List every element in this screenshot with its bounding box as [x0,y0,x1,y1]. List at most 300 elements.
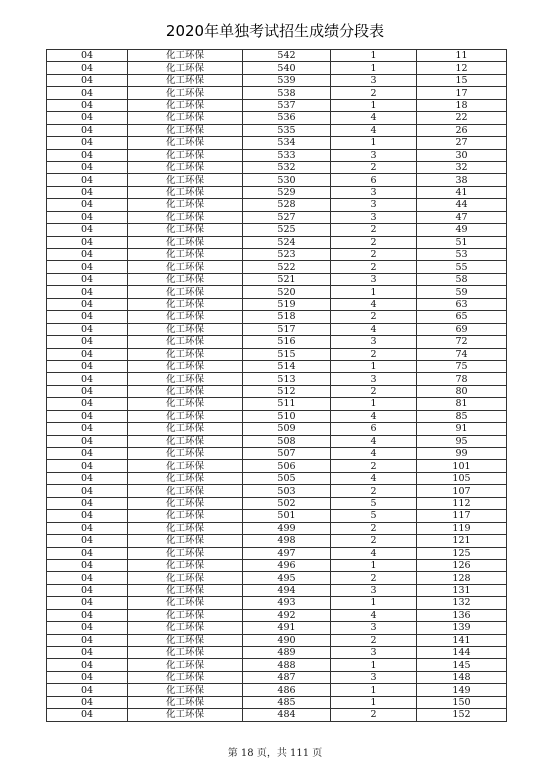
major-category-cell: 化工环保 [128,410,243,422]
major-code-cell: 04 [47,535,128,547]
major-code-cell: 04 [47,124,128,136]
score-cell: 493 [243,597,331,609]
score-cell: 539 [243,74,331,86]
cumulative-count-cell: 12 [417,62,507,74]
cumulative-count-cell: 30 [417,149,507,161]
score-cell: 538 [243,87,331,99]
score-cell: 515 [243,348,331,360]
count-cell: 2 [331,535,417,547]
major-code-cell: 04 [47,622,128,634]
count-cell: 6 [331,423,417,435]
table-row [47,659,507,671]
cumulative-count-cell: 69 [417,323,507,335]
cumulative-count-cell: 149 [417,684,507,696]
table-row [47,684,507,696]
major-code-cell: 04 [47,671,128,683]
major-category-cell: 化工环保 [128,261,243,273]
count-cell: 1 [331,360,417,372]
count-cell: 4 [331,124,417,136]
cumulative-count-cell: 65 [417,311,507,323]
table-row [47,50,507,62]
count-cell: 5 [331,497,417,509]
score-cell: 521 [243,273,331,285]
score-cell: 503 [243,485,331,497]
major-category-cell: 化工环保 [128,696,243,708]
table-row [47,559,507,571]
table-row [47,236,507,248]
major-code-cell: 04 [47,435,128,447]
score-cell: 527 [243,211,331,223]
table-row [47,671,507,683]
table-row [47,485,507,497]
major-code-cell: 04 [47,423,128,435]
major-code-cell: 04 [47,199,128,211]
major-code-cell: 04 [47,348,128,360]
table-row [47,112,507,124]
major-code-cell: 04 [47,62,128,74]
major-code-cell: 04 [47,510,128,522]
cumulative-count-cell: 49 [417,224,507,236]
table-row [47,497,507,509]
count-cell: 1 [331,559,417,571]
major-category-cell: 化工环保 [128,124,243,136]
count-cell: 3 [331,211,417,223]
cumulative-count-cell: 145 [417,659,507,671]
score-cell: 512 [243,385,331,397]
count-cell: 2 [331,348,417,360]
table-row [47,360,507,372]
table-row [47,348,507,360]
score-cell: 518 [243,311,331,323]
count-cell: 4 [331,112,417,124]
major-code-cell: 04 [47,249,128,261]
table-row [47,311,507,323]
major-category-cell: 化工环保 [128,50,243,62]
table-row [47,149,507,161]
table-row [47,199,507,211]
major-category-cell: 化工环保 [128,211,243,223]
score-cell: 508 [243,435,331,447]
major-code-cell: 04 [47,360,128,372]
table-row [47,186,507,198]
score-cell: 495 [243,572,331,584]
major-code-cell: 04 [47,87,128,99]
count-cell: 4 [331,547,417,559]
table-row [47,398,507,410]
major-code-cell: 04 [47,634,128,646]
major-code-cell: 04 [47,485,128,497]
cumulative-count-cell: 119 [417,522,507,534]
score-cell: 514 [243,360,331,372]
count-cell: 2 [331,249,417,261]
cumulative-count-cell: 152 [417,709,507,721]
cumulative-count-cell: 72 [417,336,507,348]
cumulative-count-cell: 150 [417,696,507,708]
major-category-cell: 化工环保 [128,535,243,547]
major-category-cell: 化工环保 [128,398,243,410]
table-row [47,472,507,484]
cumulative-count-cell: 141 [417,634,507,646]
cumulative-count-cell: 17 [417,87,507,99]
major-category-cell: 化工环保 [128,634,243,646]
score-cell: 487 [243,671,331,683]
count-cell: 4 [331,410,417,422]
count-cell: 2 [331,634,417,646]
major-category-cell: 化工环保 [128,609,243,621]
major-code-cell: 04 [47,74,128,86]
cumulative-count-cell: 148 [417,671,507,683]
major-category-cell: 化工环保 [128,435,243,447]
count-cell: 1 [331,50,417,62]
count-cell: 4 [331,448,417,460]
cumulative-count-cell: 126 [417,559,507,571]
score-cell: 486 [243,684,331,696]
score-cell: 542 [243,50,331,62]
major-code-cell: 04 [47,236,128,248]
major-code-cell: 04 [47,174,128,186]
score-cell: 532 [243,161,331,173]
count-cell: 3 [331,647,417,659]
count-cell: 1 [331,286,417,298]
count-cell: 2 [331,87,417,99]
table-row [47,634,507,646]
count-cell: 4 [331,609,417,621]
cumulative-count-cell: 121 [417,535,507,547]
count-cell: 4 [331,323,417,335]
major-category-cell: 化工环保 [128,298,243,310]
table-row [47,709,507,721]
table-row [47,385,507,397]
table-row [47,99,507,111]
table-row [47,535,507,547]
count-cell: 6 [331,174,417,186]
cumulative-count-cell: 44 [417,199,507,211]
score-cell: 507 [243,448,331,460]
cumulative-count-cell: 26 [417,124,507,136]
cumulative-count-cell: 41 [417,186,507,198]
count-cell: 2 [331,161,417,173]
major-code-cell: 04 [47,448,128,460]
table-row [47,87,507,99]
table-row [47,261,507,273]
cumulative-count-cell: 74 [417,348,507,360]
cumulative-count-cell: 55 [417,261,507,273]
major-category-cell: 化工环保 [128,137,243,149]
major-category-cell: 化工环保 [128,74,243,86]
major-code-cell: 04 [47,410,128,422]
count-cell: 3 [331,671,417,683]
major-category-cell: 化工环保 [128,323,243,335]
major-code-cell: 04 [47,273,128,285]
major-category-cell: 化工环保 [128,311,243,323]
major-category-cell: 化工环保 [128,522,243,534]
cumulative-count-cell: 101 [417,460,507,472]
cumulative-count-cell: 95 [417,435,507,447]
score-cell: 513 [243,373,331,385]
major-category-cell: 化工环保 [128,572,243,584]
table-row [47,410,507,422]
cumulative-count-cell: 125 [417,547,507,559]
score-cell: 492 [243,609,331,621]
count-cell: 3 [331,149,417,161]
major-category-cell: 化工环保 [128,199,243,211]
count-cell: 2 [331,485,417,497]
count-cell: 2 [331,572,417,584]
table-row [47,510,507,522]
score-cell: 536 [243,112,331,124]
count-cell: 1 [331,659,417,671]
major-category-cell: 化工环保 [128,510,243,522]
major-category-cell: 化工环保 [128,684,243,696]
major-category-cell: 化工环保 [128,62,243,74]
major-code-cell: 04 [47,584,128,596]
major-category-cell: 化工环保 [128,336,243,348]
major-category-cell: 化工环保 [128,497,243,509]
score-cell: 528 [243,199,331,211]
cumulative-count-cell: 99 [417,448,507,460]
major-category-cell: 化工环保 [128,236,243,248]
score-cell: 534 [243,137,331,149]
score-cell: 537 [243,99,331,111]
count-cell: 3 [331,584,417,596]
table-row [47,74,507,86]
table-row [47,448,507,460]
major-category-cell: 化工环保 [128,559,243,571]
major-category-cell: 化工环保 [128,647,243,659]
score-cell: 496 [243,559,331,571]
table-row [47,460,507,472]
count-cell: 3 [331,273,417,285]
major-category-cell: 化工环保 [128,709,243,721]
cumulative-count-cell: 117 [417,510,507,522]
score-cell: 540 [243,62,331,74]
table-row [47,547,507,559]
page-footer: 第 18 页，共 111 页 [227,748,323,759]
score-cell: 494 [243,584,331,596]
major-category-cell: 化工环保 [128,273,243,285]
table-row [47,336,507,348]
cumulative-count-cell: 18 [417,99,507,111]
cumulative-count-cell: 139 [417,622,507,634]
major-category-cell: 化工环保 [128,448,243,460]
count-cell: 1 [331,62,417,74]
count-cell: 1 [331,696,417,708]
cumulative-count-cell: 38 [417,174,507,186]
major-code-cell: 04 [47,261,128,273]
table-row [47,423,507,435]
score-cell: 519 [243,298,331,310]
major-code-cell: 04 [47,323,128,335]
score-cell: 511 [243,398,331,410]
score-cell: 485 [243,696,331,708]
cumulative-count-cell: 15 [417,74,507,86]
score-cell: 497 [243,547,331,559]
score-table-body [47,50,507,722]
major-code-cell: 04 [47,597,128,609]
major-code-cell: 04 [47,522,128,534]
score-cell: 522 [243,261,331,273]
score-cell: 524 [243,236,331,248]
table-row [47,435,507,447]
score-cell: 506 [243,460,331,472]
major-category-cell: 化工环保 [128,161,243,173]
cumulative-count-cell: 112 [417,497,507,509]
cumulative-count-cell: 27 [417,137,507,149]
cumulative-count-cell: 105 [417,472,507,484]
major-category-cell: 化工环保 [128,460,243,472]
major-code-cell: 04 [47,609,128,621]
table-row [47,161,507,173]
major-code-cell: 04 [47,161,128,173]
score-cell: 523 [243,249,331,261]
major-code-cell: 04 [47,186,128,198]
cumulative-count-cell: 80 [417,385,507,397]
count-cell: 4 [331,472,417,484]
count-cell: 3 [331,186,417,198]
score-cell: 520 [243,286,331,298]
cumulative-count-cell: 136 [417,609,507,621]
major-code-cell: 04 [47,572,128,584]
major-code-cell: 04 [47,112,128,124]
cumulative-count-cell: 32 [417,161,507,173]
cumulative-count-cell: 81 [417,398,507,410]
score-cell: 525 [243,224,331,236]
major-category-cell: 化工环保 [128,373,243,385]
count-cell: 1 [331,684,417,696]
score-cell: 498 [243,535,331,547]
count-cell: 2 [331,236,417,248]
score-cell: 509 [243,423,331,435]
score-cell: 505 [243,472,331,484]
major-code-cell: 04 [47,286,128,298]
major-code-cell: 04 [47,149,128,161]
major-category-cell: 化工环保 [128,423,243,435]
count-cell: 2 [331,522,417,534]
major-category-cell: 化工环保 [128,597,243,609]
score-cell: 490 [243,634,331,646]
table-row [47,298,507,310]
count-cell: 4 [331,298,417,310]
cumulative-count-cell: 132 [417,597,507,609]
score-cell: 535 [243,124,331,136]
major-category-cell: 化工环保 [128,671,243,683]
major-category-cell: 化工环保 [128,360,243,372]
major-code-cell: 04 [47,472,128,484]
major-category-cell: 化工环保 [128,348,243,360]
major-category-cell: 化工环保 [128,547,243,559]
cumulative-count-cell: 85 [417,410,507,422]
table-row [47,137,507,149]
count-cell: 3 [331,336,417,348]
major-category-cell: 化工环保 [128,186,243,198]
major-code-cell: 04 [47,460,128,472]
major-category-cell: 化工环保 [128,87,243,99]
score-cell: 533 [243,149,331,161]
cumulative-count-cell: 47 [417,211,507,223]
major-code-cell: 04 [47,99,128,111]
count-cell: 2 [331,311,417,323]
score-table [46,49,507,722]
major-code-cell: 04 [47,336,128,348]
table-row [47,174,507,186]
major-category-cell: 化工环保 [128,99,243,111]
table-row [47,522,507,534]
major-code-cell: 04 [47,311,128,323]
page-title: 2020年单独考试招生成绩分段表 [165,22,385,40]
major-code-cell: 04 [47,385,128,397]
major-code-cell: 04 [47,373,128,385]
score-cell: 489 [243,647,331,659]
major-code-cell: 04 [47,659,128,671]
count-cell: 4 [331,435,417,447]
cumulative-count-cell: 144 [417,647,507,659]
table-row [47,211,507,223]
table-row [47,286,507,298]
major-category-cell: 化工环保 [128,584,243,596]
table-row [47,647,507,659]
major-category-cell: 化工环保 [128,485,243,497]
major-code-cell: 04 [47,547,128,559]
count-cell: 3 [331,373,417,385]
table-row [47,249,507,261]
cumulative-count-cell: 131 [417,584,507,596]
table-row [47,622,507,634]
count-cell: 2 [331,224,417,236]
table-row [47,572,507,584]
count-cell: 1 [331,597,417,609]
table-row [47,609,507,621]
table-row [47,124,507,136]
table-row [47,696,507,708]
major-category-cell: 化工环保 [128,149,243,161]
score-cell: 484 [243,709,331,721]
score-cell: 499 [243,522,331,534]
major-category-cell: 化工环保 [128,385,243,397]
major-code-cell: 04 [47,684,128,696]
count-cell: 5 [331,510,417,522]
table-row [47,373,507,385]
major-code-cell: 04 [47,224,128,236]
cumulative-count-cell: 128 [417,572,507,584]
score-cell: 510 [243,410,331,422]
major-category-cell: 化工环保 [128,112,243,124]
score-cell: 530 [243,174,331,186]
count-cell: 2 [331,460,417,472]
cumulative-count-cell: 11 [417,50,507,62]
table-row [47,597,507,609]
major-code-cell: 04 [47,398,128,410]
count-cell: 2 [331,709,417,721]
major-code-cell: 04 [47,696,128,708]
count-cell: 2 [331,385,417,397]
major-code-cell: 04 [47,709,128,721]
major-code-cell: 04 [47,497,128,509]
cumulative-count-cell: 75 [417,360,507,372]
cumulative-count-cell: 63 [417,298,507,310]
table-row [47,224,507,236]
score-cell: 491 [243,622,331,634]
table-row [47,273,507,285]
major-code-cell: 04 [47,50,128,62]
major-code-cell: 04 [47,647,128,659]
cumulative-count-cell: 59 [417,286,507,298]
major-category-cell: 化工环保 [128,286,243,298]
major-code-cell: 04 [47,137,128,149]
count-cell: 1 [331,99,417,111]
score-cell: 516 [243,336,331,348]
score-cell: 529 [243,186,331,198]
cumulative-count-cell: 22 [417,112,507,124]
